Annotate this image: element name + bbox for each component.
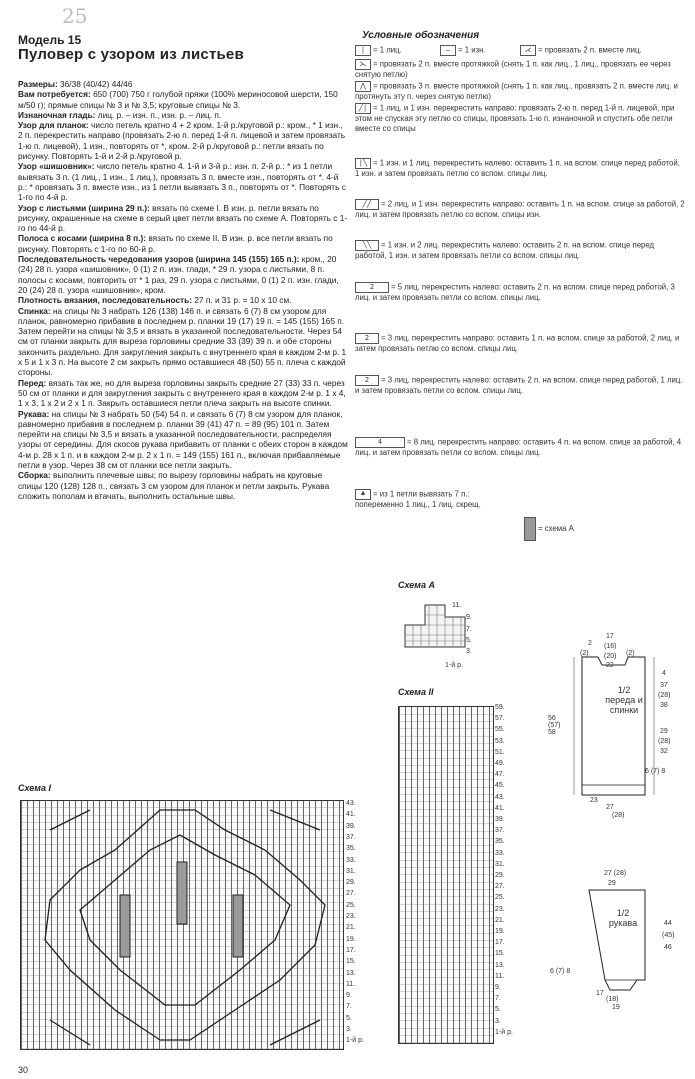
sleeves-label: Рукава: bbox=[18, 408, 50, 419]
model-number: Модель 15 bbox=[18, 33, 82, 47]
chart-row-label: 51. bbox=[495, 748, 505, 756]
schema-a-row-label: 3. bbox=[466, 648, 472, 655]
legend-item: ⋋ = провязать 2 п. вместе протяжкой (снять 1 п. как лиц., 1 лиц., провязать ее через снятую петлю) bbox=[355, 59, 671, 79]
sk2p-symbol-icon: ⋀ bbox=[355, 81, 371, 92]
sizes-label: Размеры: bbox=[18, 79, 58, 89]
front-text: вязать так же, но для выреза горловины закрыть средние 27 (33) 33 п. через 50 см от планки и для закругления закрыть с внутреннего края в каждом 2-м р. 1 x 4, 1 x 3, 1 x 2 и 2 x 1 п. Закрыть оставшиеся петли плеча закрыть на высоте спинки. bbox=[18, 377, 346, 409]
gauge-text: 27 п. и 31 р. = 10 x 10 см. bbox=[192, 295, 292, 306]
chart-row-label: 43. bbox=[495, 793, 505, 801]
cross-8-right-icon: 4 bbox=[355, 437, 405, 448]
schema-a-caption: Схема А bbox=[398, 580, 435, 590]
legend-item: 2 = 3 лиц. перекрестить направо: оставить 1 п. на вспом. спице за работой, 2 лиц. и затем провязать петлю со вспом. спицы лиц. bbox=[355, 333, 680, 353]
sleeve-dim: 27 (28) bbox=[604, 870, 627, 877]
schema-ii-caption: Схема II bbox=[398, 687, 434, 697]
cross-left-symbol-icon: |╲ bbox=[355, 158, 371, 169]
k2tog-symbol-icon: ⋌ bbox=[520, 45, 536, 56]
chart-row-label: 1-й р. bbox=[346, 1037, 364, 1045]
body-dim: 22 bbox=[606, 662, 614, 669]
legend-item: |╲ = 1 изн. и 1 лиц. перекрестить налево: оставить 1 п. на вспом. спице перед работой, 1 изн. и затем провязать петлю со вспом. спицы лиц. bbox=[355, 158, 680, 178]
schema-a-symbol-icon bbox=[524, 517, 536, 541]
legend-item: ⋀ = провязать 3 п. вместе протяжкой (снять 1 п. как лиц., провязать 2 п. вместе лиц. и протянуть эту п. через снятую петлю) bbox=[355, 81, 678, 101]
chart-row-label: 37. bbox=[495, 827, 505, 835]
purl-symbol-icon: — bbox=[440, 45, 456, 56]
body-dim: 6 (7) 8 bbox=[645, 768, 666, 775]
chart-row-label: 23. bbox=[495, 905, 505, 913]
chart-row-label: 11. bbox=[346, 980, 356, 988]
chart-row-label: 35. bbox=[346, 845, 356, 853]
chart-row-label: 41. bbox=[495, 804, 505, 812]
chart-row-label: 7. bbox=[495, 995, 501, 1003]
cross-right-symbol-icon: ╱| bbox=[355, 103, 371, 114]
body-dim: (28) bbox=[658, 738, 671, 745]
sleeve-pattern-outline bbox=[575, 870, 685, 1010]
body-dim: 27 bbox=[606, 804, 614, 811]
leaves-text: вязать по схеме I. В изн. р. петли вязать по рисунку, окрашенные на схеме в серый цвет петли вязать по схеме А. Повторять с 1-го по 44-й р. bbox=[18, 202, 348, 234]
schema-a-block bbox=[177, 862, 187, 924]
chart-row-label: 37. bbox=[346, 833, 356, 841]
sleeve-pattern-label: 1/2 рукава bbox=[608, 908, 638, 928]
chart-row-label: 15. bbox=[495, 950, 505, 958]
chart-row-label: 11. bbox=[495, 972, 505, 980]
legend-item: 4 = 8 лиц. перекрестить направо: оставить 4 п. на вспом. спице за работой, 4 лиц. и затем провязать петли со вспом. спицы лиц. bbox=[355, 437, 682, 457]
body-dim: 2 bbox=[588, 640, 592, 647]
chart-row-label: 9. bbox=[346, 992, 352, 1000]
gauge-label: Плотность вязания, последовательность: bbox=[18, 295, 192, 306]
seq-text: кром., 20 (24) 28 п. узора «шишовник», 0 (1) 2 п. изн. глади, * 29 п. узора с листьями, 8 п. полосы с косами, повторить от * 1 раз, 29 п. узора с листьями, 0 (1) 2 п. изн. глади, 20 (24) 28 п. узора «шишовник», кром. bbox=[18, 254, 339, 295]
chart-row-label: 35. bbox=[495, 838, 505, 846]
sizes-text: 36/38 (40/42) 44/46 bbox=[57, 79, 133, 89]
back-label: Спинка: bbox=[18, 305, 51, 316]
increase-7-symbol-icon: ♣ bbox=[355, 489, 371, 500]
schema-a-row-label: 7. bbox=[466, 626, 472, 633]
body-dim: 38 bbox=[660, 702, 668, 709]
chart-row-label: 45. bbox=[495, 782, 505, 790]
back-text: на спицы № 3 набрать 126 (138) 146 п. и связать 6 (7) 8 см узором для планок, равномерно прибавив в последнем р. планки 19 (17) 19 п. = 145 (155) 165 п. Затем перейти на спицы № 3,5 и вязать в указанной последовательности. Через 54 см от планки закрыть для выреза горловины средние 33 (39) 39 п. и обе стороны закончить раздельно. Для закругления закрыть с внутреннего края в каждом 2-м р. 1 x 5 и 1 x 3 п. На высоте 2 см закрыть прямо оставшиеся 48 (50) 55 п. плеча с каждой стороны. bbox=[18, 305, 347, 378]
legend-item: ╱╱ = 2 лиц. и 1 изн. перекрестить направо: оставить 1 п. на вспом. спице за работой, 2 лиц. и затем провязать петлю со вспом. спицы изн. bbox=[355, 199, 685, 219]
legend-item: ♣ = из 1 петли вывязать 7 п.: попеременно 1 лиц., 1 лиц. скрещ. bbox=[355, 489, 481, 509]
band-label: Узор для планок: bbox=[18, 120, 89, 131]
sleeve-dim: 17 bbox=[596, 990, 604, 997]
chart-row-label: 19. bbox=[346, 935, 356, 943]
sleeve-dim: 6 (7) 8 bbox=[550, 968, 571, 975]
schema-i-leaf-outline bbox=[20, 800, 344, 1050]
chart-row-label: 31. bbox=[346, 867, 356, 875]
legend-item: ⋌ = провязать 2 п. вместе лиц. bbox=[520, 45, 690, 56]
chart-row-label: 53. bbox=[495, 737, 505, 745]
legend-item: = схема А bbox=[524, 517, 644, 541]
chart-row-label: 57. bbox=[495, 715, 505, 723]
instructions-text bbox=[18, 79, 348, 501]
body-dim: 23 bbox=[590, 797, 598, 804]
chart-row-label: 27. bbox=[346, 890, 356, 898]
cross-2-1-right-icon: ╱╱ bbox=[355, 199, 379, 210]
leaves-label: Узор с листьями (ширина 29 п.): bbox=[18, 202, 150, 213]
chart-row-label: 43. bbox=[346, 800, 356, 807]
sleeve-dim: (18) bbox=[606, 996, 619, 1003]
chart-row-label: 27. bbox=[495, 883, 505, 891]
legend-title: Условные обозначения bbox=[362, 30, 480, 41]
need-text: 650 (700) 750 г голубой пряжи (100% мериносовой шерсти, 150 м/50 г); прямые спицы № 3 и № 3,5; круговые спицы № 3. bbox=[18, 89, 338, 110]
body-dim: (28) bbox=[658, 692, 671, 699]
seq-label: Последовательность чередования узоров (ширина 145 (155) 165 п.): bbox=[18, 254, 300, 265]
chart-row-label: 39. bbox=[346, 822, 356, 830]
chart-row-label: 13. bbox=[346, 969, 356, 977]
sleeve-dim: 44 bbox=[664, 920, 672, 927]
chart-row-label: 7. bbox=[346, 1003, 352, 1011]
chart-row-label: 39. bbox=[495, 816, 505, 823]
body-dim: (20) bbox=[604, 653, 617, 660]
chart-row-label: 59. bbox=[495, 704, 505, 711]
stockinette-label: Изнаночная гладь: bbox=[18, 109, 96, 120]
chart-row-label: 49. bbox=[495, 760, 505, 767]
cables-text: вязать по схеме II. В изн. р. все петли вязать по рисунку. Повторять с 1-го по 60-й р. bbox=[18, 233, 333, 254]
cross-3-left-icon: 2 bbox=[355, 375, 379, 386]
schema-a-block bbox=[120, 895, 130, 957]
chart-row-label: 21. bbox=[495, 916, 505, 924]
body-dim: 29 bbox=[660, 728, 668, 735]
chart-row-label: 47. bbox=[495, 771, 505, 779]
chart-row-label: 1-й р. bbox=[495, 1028, 513, 1036]
body-dim: 37 bbox=[660, 682, 668, 689]
body-dim: 17 bbox=[606, 633, 614, 640]
chart-row-label: 33. bbox=[495, 849, 505, 857]
body-dim: 56 (57) 58 bbox=[548, 715, 561, 736]
chart-row-label: 21. bbox=[346, 924, 356, 932]
chart-row-label: 15. bbox=[346, 958, 356, 966]
sleeve-dim: 29 bbox=[608, 880, 616, 887]
need-label: Вам потребуется: bbox=[18, 89, 91, 100]
schema-i-caption: Схема I bbox=[18, 783, 51, 793]
page-number: 30 bbox=[18, 1065, 29, 1075]
body-pattern-outline bbox=[570, 635, 690, 815]
schema-a-row-label: 9. bbox=[466, 614, 472, 621]
chart-row-label: 29. bbox=[346, 879, 356, 887]
schema-a-row-label: 1-й р. bbox=[445, 662, 463, 669]
legend-item: 2 = 5 лиц. перекрестить налево: оставить 2 п. на вспом. спице перед работой, 3 лиц. и затем провязать петли со вспом. спицы лиц. bbox=[355, 282, 675, 302]
legend-item: ╲╲ = 1 изн. и 2 лиц. перекрестить налево: оставить 2 п. на вспом. спице перед работой, 1 изн. и затем провязать петли со вспом. спицы лиц. bbox=[355, 240, 655, 260]
body-dim: (2) bbox=[580, 650, 589, 657]
legend-item: | = 1 лиц. bbox=[355, 45, 425, 56]
cables-label: Полоса с косами (ширина 8 п.): bbox=[18, 233, 147, 244]
body-dim: 4 bbox=[662, 670, 666, 677]
chart-row-label: 25. bbox=[346, 901, 356, 909]
shisho-label: Узор «шишовник»: bbox=[18, 161, 95, 172]
front-label: Перед: bbox=[18, 377, 47, 388]
chart-row-label: 25. bbox=[495, 894, 505, 902]
legend-item: 2 = 3 лиц. перекрестить налево: оставить 2 п. на вспом. спице перед работой, 1 лиц. и затем провязать петли со вспом. спицы лиц. bbox=[355, 375, 683, 395]
chart-row-label: 3. bbox=[495, 1017, 501, 1025]
chart-row-label: 17. bbox=[346, 946, 356, 954]
knit-symbol-icon: | bbox=[355, 45, 371, 56]
cross-5-left-icon: 2 bbox=[355, 282, 389, 293]
body-dim: (2) bbox=[626, 650, 635, 657]
sleeve-dim: (45) bbox=[662, 932, 675, 939]
sleeve-dim: 19 bbox=[612, 1004, 620, 1011]
body-dim: (16) bbox=[604, 643, 617, 650]
sleeves-text: на спицы № 3 набрать 50 (54) 54 п. и связать 6 (7) 8 см узором для планок, равномерно прибавив в последнем р. планки 39 (41) 47 п. = 89 (95) 101 п. Затем перейти на спицы № 3,5 и вязать в указанной последовательности, распределяя узоры от середины. Для скосов рукава прибавить от планки с обеих сторон в каждом 4-м р. 28 x 1 п. и в каждом 2-м р. 2 x 1 п. = 149 (155) 161 п., включая прибавляемые петли в узор. Через 38 см от планки все петли закрыть. bbox=[18, 408, 348, 470]
chart-row-label: 31. bbox=[495, 860, 505, 868]
chart-row-label: 41. bbox=[346, 811, 356, 819]
cross-1-2-left-icon: ╲╲ bbox=[355, 240, 379, 251]
body-dim: (28) bbox=[612, 812, 625, 819]
schema-a-row-label: 5. bbox=[466, 637, 472, 644]
schema-a-block bbox=[233, 895, 243, 957]
body-dim: 32 bbox=[660, 748, 668, 755]
page-corner-mark: 25 bbox=[62, 4, 88, 28]
schema-a-row-label: 11. bbox=[452, 602, 462, 609]
assembly-text: выполнить плечевые швы; по вырезу горловины набрать на круговые спицы 120 (128) 128 п., связать 3 см узором для планок и петли закрыть. Рукава сложить пополам и втачать, выполнить остальные швы. bbox=[18, 470, 330, 501]
legend-item: — = 1 изн. bbox=[440, 45, 510, 56]
legend-item: ╱| = 1 лиц. и 1 изн. перекрестить направо: провязать 2-ю п. перед 1-й п. лицевой, при этом не спуская эту петлю со спицы, провязать 1-ю п. изнаночной и спустить обе петли вместе со спицы bbox=[355, 103, 675, 133]
shisho-text: число петель кратно 4. 1-й и 3-й р.: изн. п. 2-й р.: * из 1 петли вывязать 3 п. (1 лиц., 1 изн., 1 лиц.), провязать 3 п. вместе изн., повторять от *. 4-й р.: * провязать 3 п. вместе изн., из 1 петли вывязать 3 п., повторять от *. Повторять с 1-го по 4-й р. bbox=[18, 161, 346, 203]
body-pattern-label: 1/2 переда и спинки bbox=[605, 685, 643, 715]
chart-row-label: 5. bbox=[495, 1006, 501, 1014]
cross-3-right-icon: 2 bbox=[355, 333, 379, 344]
chart-row-label: 3. bbox=[346, 1026, 352, 1033]
chart-row-label: 9. bbox=[495, 984, 501, 991]
chart-row-label: 13. bbox=[495, 961, 505, 969]
assembly-label: Сборка: bbox=[18, 470, 51, 481]
chart-row-label: 29. bbox=[495, 872, 505, 879]
chart-row-label: 33. bbox=[346, 856, 356, 864]
page-title: Пуловер с узором из листьев bbox=[18, 46, 244, 63]
chart-row-label: 55. bbox=[495, 726, 505, 734]
chart-row-label: 23. bbox=[346, 913, 356, 920]
ssk-symbol-icon: ⋋ bbox=[355, 59, 371, 70]
stockinette-text: лиц. р. – изн. п., изн. р. – лиц. п. bbox=[95, 109, 222, 120]
sleeve-dim: 46 bbox=[664, 944, 672, 951]
schema-ii-grid bbox=[398, 706, 494, 1044]
band-text: число петель кратно 4 + 2 кром. 1-й р./круговой р.: кром., * 1 изн., 2 п. перекрестить направо (провязать 2-ю п. перед 1-й п. лицевой и затем провязать 1-ю п. лицевой), 1 изн., повторять от *, кром. 2-й р./круговой р.: петли вязать по рисунку. Повторять 1-й и 2-й р./круговой р. bbox=[18, 120, 346, 162]
chart-row-label: 17. bbox=[495, 939, 505, 947]
chart-row-label: 5. bbox=[346, 1014, 352, 1022]
chart-row-label: 19. bbox=[495, 928, 505, 935]
